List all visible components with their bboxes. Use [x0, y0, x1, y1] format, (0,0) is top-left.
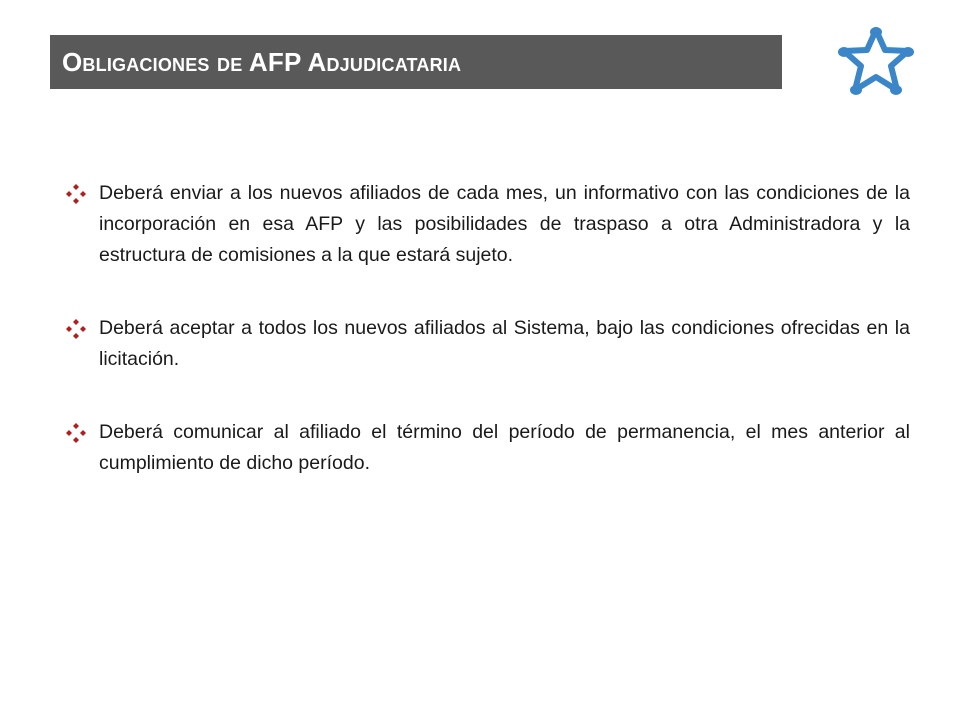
bullet-list — [64, 178, 910, 521]
bullet-item — [64, 178, 910, 271]
diamond-bullet-icon — [66, 184, 86, 204]
bullet-text: Deberá enviar a los nuevos afiliados de cada mes, un informativo con las condiciones de la incorporación en esa AFP y las posibilidades de traspaso a otra Administradora y la estructura de comisiones a la que estará sujeto. — [99, 182, 910, 266]
slide-title: Obligaciones de AFP Adjudicataria — [62, 46, 462, 77]
hands-star-logo-icon — [836, 24, 916, 100]
bullet-item — [64, 313, 910, 375]
diamond-bullet-icon — [66, 319, 86, 339]
bullet-item — [64, 417, 910, 479]
diamond-bullet-icon — [66, 423, 86, 443]
bullet-text: Deberá aceptar a todos los nuevos afiliados al Sistema, bajo las condiciones ofrecidas en la licitación. — [99, 317, 910, 370]
title-bar — [50, 35, 782, 89]
bullet-text: Deberá comunicar al afiliado el término del período de permanencia, el mes anterior al cumplimiento de dicho período. — [99, 421, 910, 474]
